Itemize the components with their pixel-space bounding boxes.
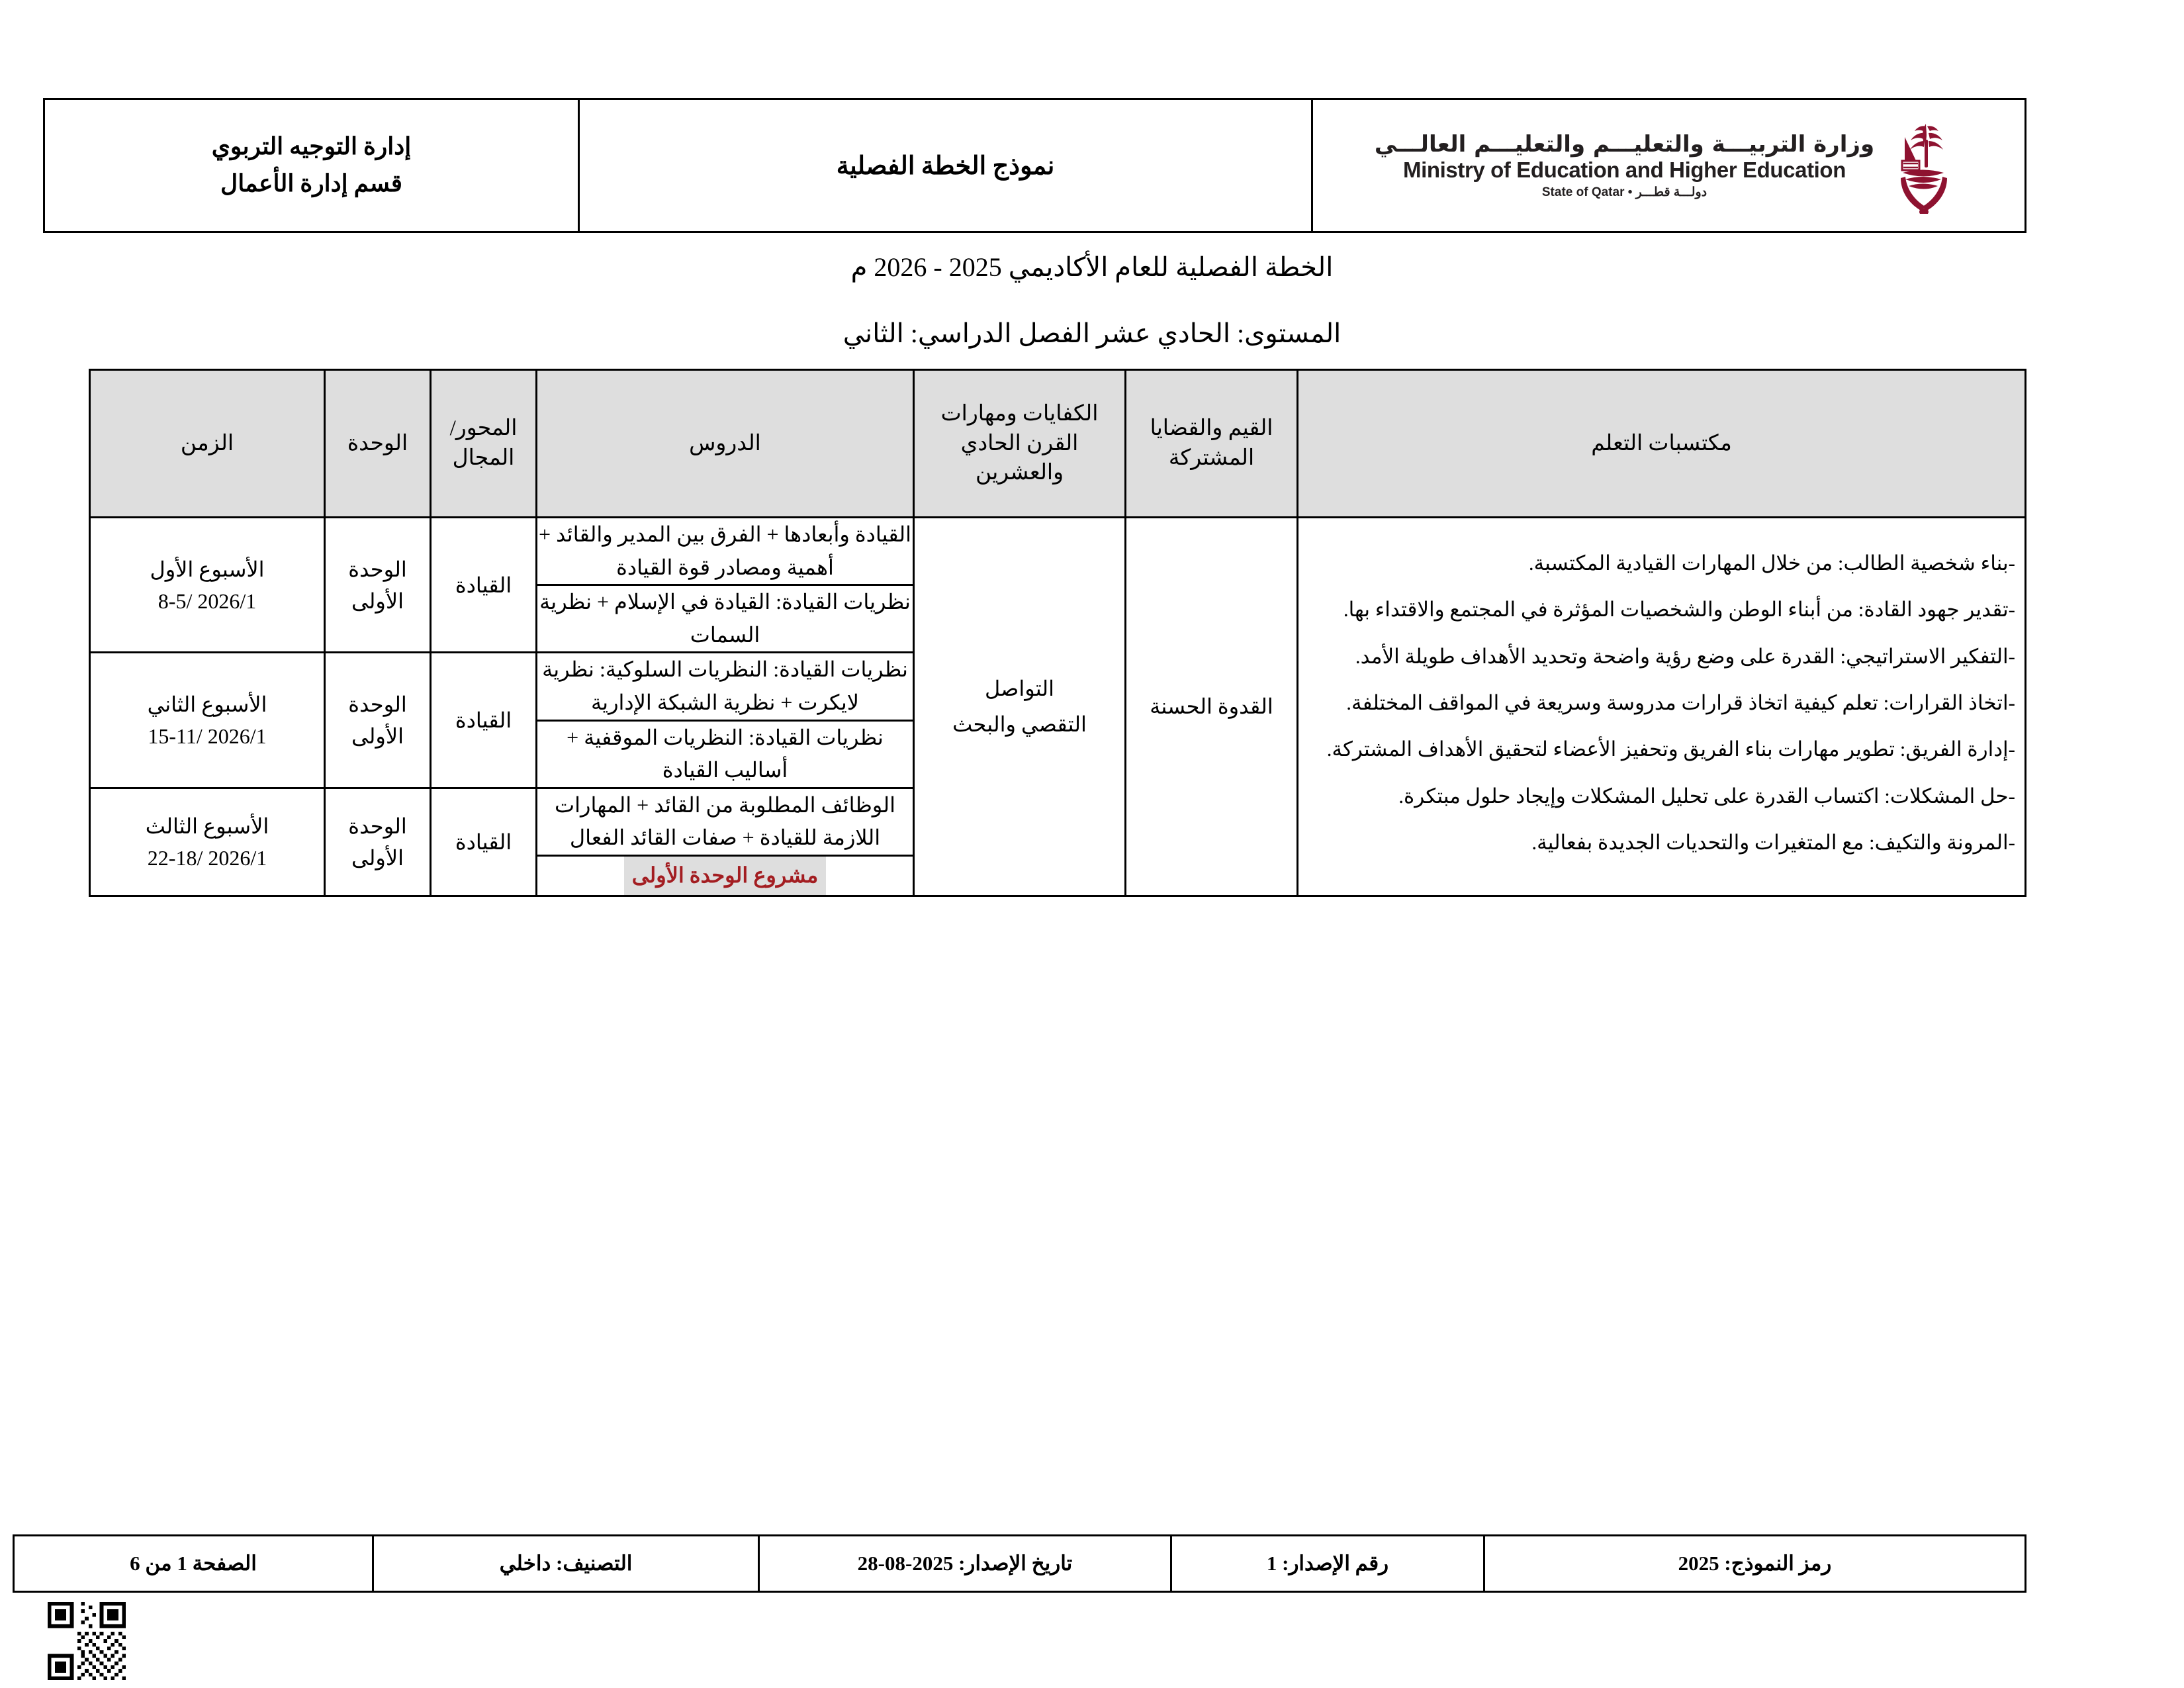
department-cell [44, 99, 579, 232]
header-row [44, 99, 2026, 232]
shared-values-cell [1126, 518, 1298, 896]
outcome-item: -إدارة الفريق: تطوير مهارات بناء الفريق وتحفيز الأعضاء لتحقيق الأهداف المشتركة. [1326, 737, 2015, 761]
lesson-item: نظريات القيادة: القيادة في الإسلام + نظرية السمات [539, 590, 911, 647]
skills-cell [914, 518, 1126, 896]
time-cell [90, 788, 325, 896]
department-name: إدارة التوجيه التربوي [211, 133, 412, 160]
lessons-cell [537, 518, 914, 653]
lesson-item: نظريات القيادة: النظريات الموقفية + أساليب القيادة [567, 725, 884, 782]
unit-cell: الوحدة الأولى [325, 518, 431, 653]
unit-cell: الوحدة الأولى [325, 788, 431, 896]
week-label: الأسبوع الثاني [147, 692, 267, 717]
ministry-logo-text [1375, 131, 1874, 200]
ministry-name-arabic: وزارة التربيـــة والتعليـــم والتعليـــم العالـــي [1374, 130, 1875, 158]
lesson-item: نظريات القيادة: النظريات السلوكية: نظرية لايكرت + نظرية الشبكة الإدارية [537, 653, 913, 720]
column-header-outcomes: مكتسبات التعلم [1298, 370, 2026, 518]
table-row [90, 518, 2026, 653]
document-footer-table [13, 1534, 2026, 1593]
ministry-name-english: Ministry of Education and Higher Education [1403, 157, 1846, 182]
outcome-item: -تقدير جهود القادة: من أبناء الوطن والشخصيات المؤثرة في المجتمع والاقتداء بها. [1343, 598, 2015, 622]
outcome-item: -المرونة والتكيف: مع المتغيرات والتحديات الجديدة بفعالية. [1531, 831, 2015, 855]
form-title: نموذج الخطة الفصلية [836, 152, 1055, 180]
unit-cell: الوحدة الأولى [325, 653, 431, 788]
document-header-table [43, 98, 2026, 233]
ministry-logo [1320, 115, 2018, 217]
academic-year-title: الخطة الفصلية للعام الأكاديمي 2025 - 2026 م [850, 252, 1334, 282]
lessons-cell [537, 653, 914, 788]
time-cell [90, 653, 325, 788]
week-date: 2026/1 /8-5 [158, 588, 257, 613]
axis-cell: القيادة [431, 653, 537, 788]
qr-code-icon [48, 1602, 126, 1680]
state-of-qatar-label: دولـــة قطـــر • State of Qatar [1541, 185, 1707, 199]
skill-item: التقصي والبحث [952, 712, 1087, 737]
axis-cell: القيادة [431, 788, 537, 896]
ministry-logo-cell [1312, 99, 2026, 232]
lesson-item: الوظائف المطلوبة من القائد + المهارات اللازمة للقيادة + صفات القائد الفعال [537, 789, 913, 856]
week-date: 2026/1 /22-18 [147, 845, 267, 870]
lesson-sublist [537, 789, 913, 895]
axis-cell: القيادة [431, 518, 537, 653]
unit-project-badge: مشروع الوحدة الأولى [624, 857, 826, 895]
column-header-time: الزمن [90, 370, 325, 518]
week-label: الأسبوع الثالث [145, 814, 269, 838]
column-header-lessons: الدروس [537, 370, 914, 518]
time-cell [90, 518, 325, 653]
week-date: 2026/1 /15-11 [148, 724, 267, 749]
lesson-sublist [537, 518, 913, 651]
footer-revision-number: رقم الإصدار: 1 [1171, 1536, 1484, 1592]
column-header-values: القيم والقضايا المشتركة [1126, 370, 1298, 518]
value-item: القدوة الحسنة [1150, 694, 1273, 719]
table-header-row [90, 370, 2026, 518]
footer-page-number: الصفحة 1 من 6 [14, 1536, 373, 1592]
outcome-item: -حل المشكلات: اكتساب القدرة على تحليل المشكلات وإيجاد حلول مبتكرة. [1398, 784, 2015, 808]
grade-semester-title: المستوى: الحادي عشر الفصل الدراسي: الثاني [842, 318, 1342, 348]
footer-classification: التصنيف: داخلي [373, 1536, 759, 1592]
learning-outcomes-cell [1298, 518, 2026, 896]
outcome-item: -التفكير الاستراتيجي: القدرة على وضع رؤية واضحة وتحديد الأهداف طويلة الأمد. [1355, 644, 2015, 668]
outcome-item: -بناء شخصية الطالب: من خلال المهارات القيادية المكتسبة. [1528, 551, 2015, 575]
form-title-cell [579, 99, 1312, 232]
outcome-item: -اتخاذ القرارات: تعلم كيفية اتخاذ قرارات مدروسة وسريعة في المواقف المختلفة. [1346, 691, 2015, 715]
qatar-emblem-icon [1885, 115, 1963, 217]
semester-plan-table [89, 369, 2026, 897]
week-label: الأسبوع الأول [150, 557, 265, 581]
lesson-item: القيادة وأبعادها + الفرق بين المدير والقائد + أهمية ومصادر قوة القيادة [537, 518, 913, 585]
footer-form-code: رمز النموذج: 2025 [1484, 1536, 2026, 1592]
lesson-sublist [537, 653, 913, 786]
lessons-cell [537, 788, 914, 896]
footer-row [14, 1536, 2026, 1592]
skill-item: التواصل [984, 676, 1055, 700]
lesson-project-cell [537, 855, 913, 894]
section-name: قسم إدارة الأعمال [220, 170, 402, 197]
column-header-axis: المحور/ المجال [431, 370, 537, 518]
footer-issue-date: تاريخ الإصدار: 2025-08-28 [759, 1536, 1171, 1592]
column-header-skills: الكفايات ومهارات القرن الحادي والعشرين [914, 370, 1126, 518]
column-header-unit: الوحدة [325, 370, 431, 518]
